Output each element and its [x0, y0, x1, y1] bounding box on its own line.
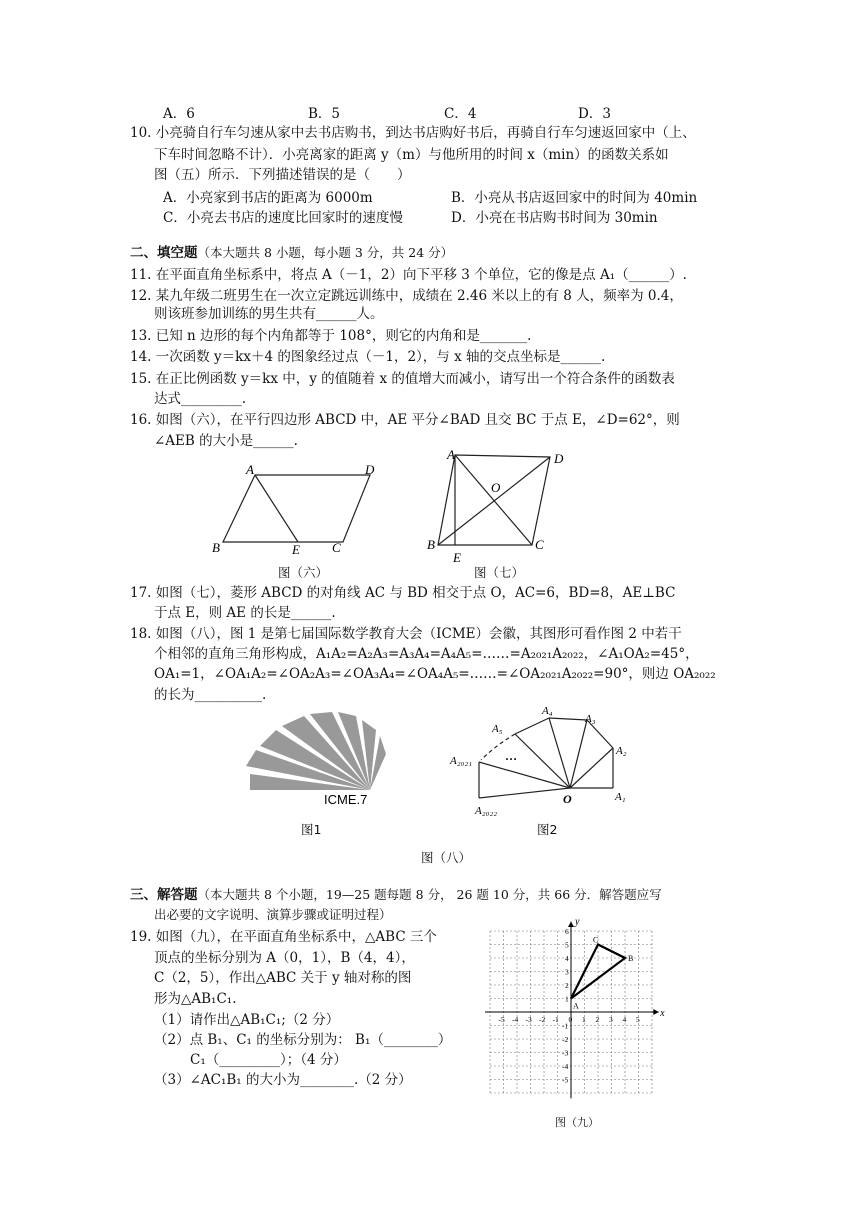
q18-line-1: 18. 如图（八），图 1 是第七届国际数学教育大会（ICME）会徽，其图形可看作图 2 中若干 [130, 626, 682, 642]
figure-6-parallelogram [205, 460, 395, 560]
q17-line-1: 17. 如图（七），菱形 ABCD 的对角线 AC 与 BD 相交于点 O，AC=6，BD=8，AE⊥BC [130, 585, 676, 601]
q18-line-2: 个相邻的直角三角形构成，A₁A₂=A₂A₃=A₃A₄=A₄A₅=……=A₂₀₂₁A₂₀₂₂，∠A₁OA₂=45°， [154, 646, 699, 662]
q19-part-1: （1）请作出△AB₁C₁;（2 分） [154, 1012, 340, 1028]
section-3-note-1: （本大题共 8 个小题，19—25 题每题 8 分， 26 题 10 分，共 66 分．解答题应写 [197, 887, 662, 902]
q10-option-d: D．小亮在书店购书时间为 30min [451, 210, 658, 226]
x-tick-label: 4 [622, 1015, 627, 1024]
section-3-note-2: 出必要的文字说明、演算步骤或证明过程） [154, 907, 392, 922]
y-tick-label: -1 [562, 1021, 569, 1031]
label-a5: A₅ [492, 723, 503, 735]
y-axis-arrow [568, 922, 574, 927]
label-a3: A₃ [585, 713, 596, 725]
label-a2: A₂ [616, 745, 627, 757]
q10-option-b: B．小亮从书店返回家中的时间为 40min [451, 190, 698, 206]
x-tick-label: 0 [568, 1015, 573, 1024]
x-tick-label: -5 [498, 1015, 505, 1024]
y-tick-label: 5 [565, 940, 569, 950]
q15-line-2: 达式_________. [154, 391, 247, 407]
q9-option-c: C．4 [444, 106, 477, 122]
label-c: C [535, 537, 544, 552]
q13: 13. 已知 n 边形的每个内角都等于 108°，则它的内角和是_______. [130, 328, 532, 344]
label-d: D [554, 451, 564, 466]
x-tick-label: -3 [525, 1015, 532, 1024]
q9-option-a: A．6 [163, 106, 195, 122]
x-tick-label: 1 [582, 1015, 586, 1024]
q11: 11. 在平面直角坐标系中，将点 A（－1，2）向下平移 3 个单位，它的像是点 A₁（______）. [130, 267, 687, 283]
y-tick-label: 6 [565, 927, 569, 936]
y-tick-label: -4 [562, 1062, 569, 1071]
figure-8-caption: 图（八） [421, 850, 472, 865]
x-tick-label: -1 [552, 1015, 559, 1024]
y-tick-label: -5 [562, 1075, 569, 1085]
q9-option-d: D．3 [578, 106, 611, 122]
figure-7-caption: 图（七） [474, 565, 525, 580]
x-tick-label: -2 [539, 1015, 546, 1024]
y-tick-label: 3 [565, 967, 569, 977]
y-axis-label: y [575, 916, 580, 928]
q19-line-1: 19. 如图（九），在平面直角坐标系中，△ABC 三个 [130, 929, 437, 945]
q12-line-2: 则该班参加训练的男生共有______人。 [154, 306, 384, 322]
q19-part-3: （3）∠AC₁B₁ 的大小为________.（2 分） [154, 1072, 412, 1088]
figure-8-caption-1: 图1 [301, 822, 322, 837]
label-a: A [246, 462, 254, 477]
q19-part-2: （2）点 B₁、C₁ 的坐标分别为： B₁（________） [154, 1032, 452, 1048]
figure-7-rhombus [420, 445, 580, 565]
label-a1: A₁ [615, 791, 626, 803]
x-axis-label: x [660, 1008, 665, 1019]
q14: 14. 一次函数 y＝kx＋4 的图象经过点（－1，2），与 x 轴的交点坐标是______. [130, 349, 606, 365]
figure-9-caption: 图（九） [555, 1116, 599, 1129]
q19-line-2: 顶点的坐标分别为 A（0，1），B（4，4）， [154, 950, 415, 966]
q12-line-1: 12. 某九年级二班男生在一次立定跳远训练中，成绩在 2.46 米以上的有 8 人，频率为 0.4， [130, 288, 683, 304]
point-c-label: C [593, 935, 599, 945]
point-a-label: A [573, 1001, 579, 1011]
q19-line-3: C（2，5），作出△ABC 关于 y 轴对称的图 [154, 970, 412, 986]
section-2-title: 二、填空题 [130, 245, 198, 261]
segment-ae [255, 475, 298, 542]
y-tick-label: 4 [565, 954, 569, 963]
label-b: B [427, 537, 435, 552]
ellipsis: … [505, 749, 517, 763]
q18-line-3: OA₁=1，∠OA₁A₂=∠OA₂A₃=∠OA₃A₄=∠OA₄A₅=……=∠OA₂₀₂₁A₂₀₂₂=90°，则边 OA₂₀₂₂ [154, 666, 716, 682]
q10-line-2: 下车时间忽略不计）．小亮离家的距离 y（m）与他所用的时间 x（min）的函数关系如 [154, 147, 669, 163]
label-a: A [447, 447, 455, 462]
x-axis-arrow [653, 1009, 658, 1015]
x-tick-label: 5 [636, 1015, 640, 1024]
q18-line-4: 的长为__________. [154, 687, 267, 703]
label-o: O [563, 792, 572, 806]
parallelogram-abcd [223, 475, 370, 542]
section-2-header [130, 244, 453, 262]
y-tick-label: 2 [565, 981, 569, 990]
q10-option-a: A．小亮家到书店的距离为 6000m [163, 190, 373, 206]
y-tick-label: -2 [562, 1035, 569, 1044]
y-tick-label: -3 [562, 1048, 569, 1058]
x-tick-label: -4 [512, 1015, 519, 1024]
label-c: C [332, 540, 341, 555]
figure-6-caption: 图（六） [278, 565, 329, 580]
y-tick-label: 1 [565, 994, 569, 1004]
q10-line-1: 10. 小亮骑自行车匀速从家中去书店购书，到达书店购好书后，再骑自行车匀速返回家中（上、 [130, 125, 696, 141]
q10-line-3: 图（五）所示．下列描述错误的是（ ） [154, 167, 411, 183]
q16-line-1: 16. 如图（六），在平行四边形 ABCD 中，AE 平分∠BAD 且交 BC 于点 E，∠D=62°，则 [130, 412, 680, 428]
section-2-note: （本大题共 8 小题，每小题 3 分，共 24 分） [197, 245, 454, 260]
icme-logo [230, 706, 400, 816]
icme-logo-text: ICME.7 [324, 792, 368, 807]
q10-option-c: C．小亮去书店的速度比回家时的速度慢 [163, 210, 403, 226]
q17-line-2: 于点 E，则 AE 的长是______. [154, 605, 336, 621]
label-e: E [453, 550, 461, 565]
q9-option-b: B．5 [308, 106, 341, 122]
label-d: D [365, 462, 375, 477]
x-tick-label: 2 [595, 1015, 600, 1024]
q19-part-2-c1: C₁（_________）；（4 分） [190, 1052, 347, 1068]
label-o: O [491, 480, 501, 495]
figure-8-caption-2: 图2 [537, 822, 558, 837]
label-a2022: A₂₀₂₂ [475, 805, 498, 817]
label-b: B [212, 540, 220, 555]
q15-line-1: 15. 在正比例函数 y＝kx 中，y 的值随着 x 的值增大而减小，请写出一个符合条件的函数表 [130, 371, 675, 387]
figure-9-coordinate-grid [485, 912, 665, 1112]
spiral-triangles [445, 700, 645, 825]
q19-line-4: 形为△AB₁C₁. [154, 991, 237, 1007]
diagonal-ac [455, 455, 532, 545]
point-b-label: B [628, 954, 634, 963]
label-a2021: A₂₀₂₁ [450, 755, 473, 767]
q16-line-2: ∠AEB 的大小是______. [154, 433, 298, 449]
x-tick-label: 3 [609, 1015, 613, 1024]
label-a4: A₄ [542, 705, 553, 717]
section-3-header [130, 886, 662, 904]
label-e: E [292, 542, 300, 557]
section-3-title: 三、解答题 [130, 887, 198, 903]
